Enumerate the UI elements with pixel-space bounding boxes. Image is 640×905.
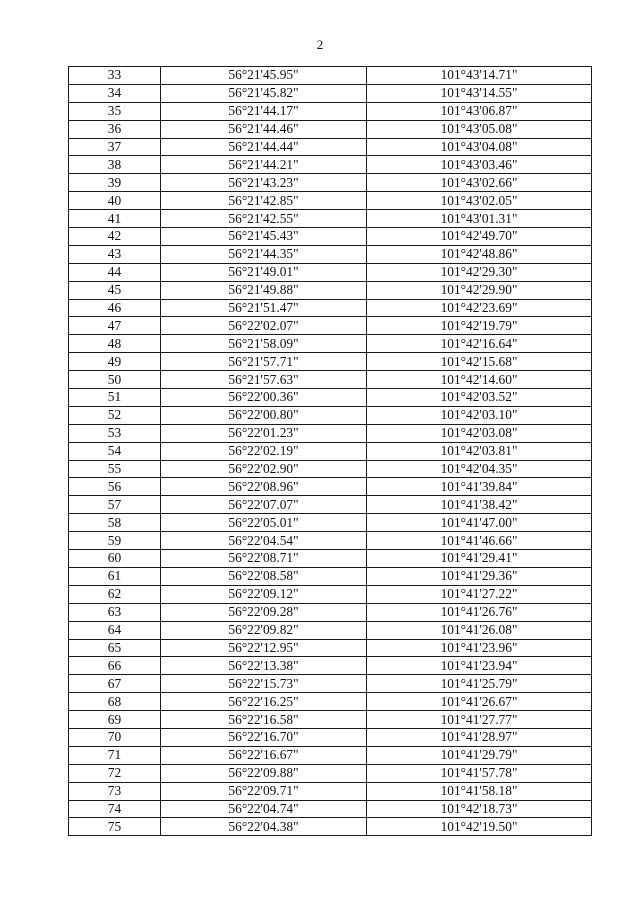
latitude-cell: 56°22'02.90" bbox=[161, 460, 367, 478]
latitude-cell: 56°21'42.55" bbox=[161, 210, 367, 228]
longitude-cell: 101°42'23.69" bbox=[367, 299, 592, 317]
table-row bbox=[69, 228, 592, 246]
latitude-cell: 56°22'16.70" bbox=[161, 728, 367, 746]
longitude-cell: 101°42'03.10" bbox=[367, 406, 592, 424]
longitude-cell: 101°42'19.50" bbox=[367, 818, 592, 836]
point-number-cell: 68 bbox=[69, 693, 161, 711]
point-number-cell: 64 bbox=[69, 621, 161, 639]
longitude-cell: 101°43'05.08" bbox=[367, 120, 592, 138]
point-number-cell: 62 bbox=[69, 585, 161, 603]
latitude-cell: 56°22'09.71" bbox=[161, 782, 367, 800]
table-row bbox=[69, 84, 592, 102]
latitude-cell: 56°22'09.82" bbox=[161, 621, 367, 639]
longitude-cell: 101°42'03.81" bbox=[367, 442, 592, 460]
point-number-cell: 48 bbox=[69, 335, 161, 353]
latitude-cell: 56°22'09.28" bbox=[161, 603, 367, 621]
latitude-cell: 56°22'09.88" bbox=[161, 764, 367, 782]
table-row bbox=[69, 657, 592, 675]
point-number-cell: 71 bbox=[69, 746, 161, 764]
point-number-cell: 58 bbox=[69, 514, 161, 532]
point-number-cell: 65 bbox=[69, 639, 161, 657]
table-row bbox=[69, 210, 592, 228]
longitude-cell: 101°42'04.35" bbox=[367, 460, 592, 478]
table-row bbox=[69, 639, 592, 657]
point-number-cell: 55 bbox=[69, 460, 161, 478]
longitude-cell: 101°42'18.73" bbox=[367, 800, 592, 818]
longitude-cell: 101°41'28.97" bbox=[367, 728, 592, 746]
latitude-cell: 56°22'08.71" bbox=[161, 550, 367, 568]
table-row bbox=[69, 406, 592, 424]
latitude-cell: 56°22'16.67" bbox=[161, 746, 367, 764]
longitude-cell: 101°42'48.86" bbox=[367, 245, 592, 263]
latitude-cell: 56°21'51.47" bbox=[161, 299, 367, 317]
latitude-cell: 56°21'44.21" bbox=[161, 156, 367, 174]
table-row bbox=[69, 782, 592, 800]
point-number-cell: 47 bbox=[69, 317, 161, 335]
point-number-cell: 41 bbox=[69, 210, 161, 228]
longitude-cell: 101°42'03.08" bbox=[367, 424, 592, 442]
longitude-cell: 101°42'19.79" bbox=[367, 317, 592, 335]
latitude-cell: 56°22'12.95" bbox=[161, 639, 367, 657]
longitude-cell: 101°41'25.79" bbox=[367, 675, 592, 693]
latitude-cell: 56°22'04.38" bbox=[161, 818, 367, 836]
latitude-cell: 56°22'01.23" bbox=[161, 424, 367, 442]
point-number-cell: 59 bbox=[69, 532, 161, 550]
table-row bbox=[69, 567, 592, 585]
table-row bbox=[69, 514, 592, 532]
point-number-cell: 43 bbox=[69, 245, 161, 263]
point-number-cell: 37 bbox=[69, 138, 161, 156]
table-row bbox=[69, 174, 592, 192]
point-number-cell: 61 bbox=[69, 567, 161, 585]
table-row bbox=[69, 728, 592, 746]
longitude-cell: 101°42'29.30" bbox=[367, 263, 592, 281]
table-row bbox=[69, 478, 592, 496]
point-number-cell: 74 bbox=[69, 800, 161, 818]
longitude-cell: 101°41'46.66" bbox=[367, 532, 592, 550]
point-number-cell: 45 bbox=[69, 281, 161, 299]
table-row bbox=[69, 335, 592, 353]
latitude-cell: 56°21'44.35" bbox=[161, 245, 367, 263]
point-number-cell: 75 bbox=[69, 818, 161, 836]
coordinates-table-body bbox=[69, 67, 592, 836]
table-row bbox=[69, 317, 592, 335]
point-number-cell: 67 bbox=[69, 675, 161, 693]
latitude-cell: 56°22'00.36" bbox=[161, 389, 367, 407]
point-number-cell: 35 bbox=[69, 102, 161, 120]
latitude-cell: 56°22'13.38" bbox=[161, 657, 367, 675]
point-number-cell: 72 bbox=[69, 764, 161, 782]
longitude-cell: 101°43'14.71" bbox=[367, 67, 592, 85]
longitude-cell: 101°43'06.87" bbox=[367, 102, 592, 120]
table-row bbox=[69, 192, 592, 210]
point-number-cell: 73 bbox=[69, 782, 161, 800]
point-number-cell: 52 bbox=[69, 406, 161, 424]
latitude-cell: 56°21'49.01" bbox=[161, 263, 367, 281]
table-row bbox=[69, 138, 592, 156]
latitude-cell: 56°22'09.12" bbox=[161, 585, 367, 603]
longitude-cell: 101°42'16.64" bbox=[367, 335, 592, 353]
table-row bbox=[69, 389, 592, 407]
latitude-cell: 56°22'08.96" bbox=[161, 478, 367, 496]
latitude-cell: 56°22'16.25" bbox=[161, 693, 367, 711]
point-number-cell: 70 bbox=[69, 728, 161, 746]
latitude-cell: 56°22'02.19" bbox=[161, 442, 367, 460]
longitude-cell: 101°41'39.84" bbox=[367, 478, 592, 496]
table-row bbox=[69, 550, 592, 568]
table-row bbox=[69, 245, 592, 263]
coordinates-table bbox=[68, 66, 592, 836]
table-row bbox=[69, 621, 592, 639]
longitude-cell: 101°43'02.66" bbox=[367, 174, 592, 192]
latitude-cell: 56°21'43.23" bbox=[161, 174, 367, 192]
latitude-cell: 56°21'45.43" bbox=[161, 228, 367, 246]
point-number-cell: 69 bbox=[69, 711, 161, 729]
longitude-cell: 101°42'29.90" bbox=[367, 281, 592, 299]
table-row bbox=[69, 353, 592, 371]
latitude-cell: 56°22'00.80" bbox=[161, 406, 367, 424]
table-row bbox=[69, 281, 592, 299]
latitude-cell: 56°21'49.88" bbox=[161, 281, 367, 299]
latitude-cell: 56°22'04.54" bbox=[161, 532, 367, 550]
longitude-cell: 101°42'03.52" bbox=[367, 389, 592, 407]
point-number-cell: 51 bbox=[69, 389, 161, 407]
point-number-cell: 39 bbox=[69, 174, 161, 192]
longitude-cell: 101°41'23.96" bbox=[367, 639, 592, 657]
longitude-cell: 101°41'57.78" bbox=[367, 764, 592, 782]
page-number: 2 bbox=[316, 37, 324, 52]
longitude-cell: 101°43'02.05" bbox=[367, 192, 592, 210]
table-row bbox=[69, 496, 592, 514]
point-number-cell: 40 bbox=[69, 192, 161, 210]
table-row bbox=[69, 711, 592, 729]
point-number-cell: 33 bbox=[69, 67, 161, 85]
point-number-cell: 57 bbox=[69, 496, 161, 514]
table-row bbox=[69, 67, 592, 85]
longitude-cell: 101°43'04.08" bbox=[367, 138, 592, 156]
longitude-cell: 101°41'29.41" bbox=[367, 550, 592, 568]
latitude-cell: 56°21'57.71" bbox=[161, 353, 367, 371]
table-row bbox=[69, 371, 592, 389]
longitude-cell: 101°42'14.60" bbox=[367, 371, 592, 389]
point-number-cell: 46 bbox=[69, 299, 161, 317]
latitude-cell: 56°22'07.07" bbox=[161, 496, 367, 514]
table-row bbox=[69, 424, 592, 442]
point-number-cell: 34 bbox=[69, 84, 161, 102]
point-number-cell: 56 bbox=[69, 478, 161, 496]
latitude-cell: 56°21'57.63" bbox=[161, 371, 367, 389]
longitude-cell: 101°43'01.31" bbox=[367, 210, 592, 228]
latitude-cell: 56°22'08.58" bbox=[161, 567, 367, 585]
point-number-cell: 44 bbox=[69, 263, 161, 281]
table-row bbox=[69, 460, 592, 478]
point-number-cell: 63 bbox=[69, 603, 161, 621]
point-number-cell: 36 bbox=[69, 120, 161, 138]
point-number-cell: 54 bbox=[69, 442, 161, 460]
point-number-cell: 42 bbox=[69, 228, 161, 246]
point-number-cell: 49 bbox=[69, 353, 161, 371]
longitude-cell: 101°41'26.76" bbox=[367, 603, 592, 621]
longitude-cell: 101°41'27.22" bbox=[367, 585, 592, 603]
table-row bbox=[69, 675, 592, 693]
longitude-cell: 101°41'27.77" bbox=[367, 711, 592, 729]
latitude-cell: 56°21'42.85" bbox=[161, 192, 367, 210]
latitude-cell: 56°21'44.46" bbox=[161, 120, 367, 138]
table-row bbox=[69, 693, 592, 711]
longitude-cell: 101°43'14.55" bbox=[367, 84, 592, 102]
longitude-cell: 101°41'26.08" bbox=[367, 621, 592, 639]
table-row bbox=[69, 102, 592, 120]
longitude-cell: 101°42'49.70" bbox=[367, 228, 592, 246]
table-row bbox=[69, 764, 592, 782]
table-row bbox=[69, 156, 592, 174]
point-number-cell: 66 bbox=[69, 657, 161, 675]
latitude-cell: 56°21'58.09" bbox=[161, 335, 367, 353]
longitude-cell: 101°41'29.36" bbox=[367, 567, 592, 585]
point-number-cell: 53 bbox=[69, 424, 161, 442]
point-number-cell: 60 bbox=[69, 550, 161, 568]
table-row bbox=[69, 585, 592, 603]
latitude-cell: 56°21'45.82" bbox=[161, 84, 367, 102]
table-row bbox=[69, 818, 592, 836]
latitude-cell: 56°21'44.44" bbox=[161, 138, 367, 156]
table-row bbox=[69, 299, 592, 317]
table-row bbox=[69, 746, 592, 764]
point-number-cell: 50 bbox=[69, 371, 161, 389]
latitude-cell: 56°22'05.01" bbox=[161, 514, 367, 532]
table-row bbox=[69, 442, 592, 460]
latitude-cell: 56°22'16.58" bbox=[161, 711, 367, 729]
table-row bbox=[69, 120, 592, 138]
latitude-cell: 56°21'45.95" bbox=[161, 67, 367, 85]
table-row bbox=[69, 603, 592, 621]
longitude-cell: 101°41'26.67" bbox=[367, 693, 592, 711]
table-row bbox=[69, 800, 592, 818]
longitude-cell: 101°41'58.18" bbox=[367, 782, 592, 800]
longitude-cell: 101°41'47.00" bbox=[367, 514, 592, 532]
longitude-cell: 101°42'15.68" bbox=[367, 353, 592, 371]
latitude-cell: 56°22'04.74" bbox=[161, 800, 367, 818]
longitude-cell: 101°43'03.46" bbox=[367, 156, 592, 174]
table-row bbox=[69, 532, 592, 550]
longitude-cell: 101°41'38.42" bbox=[367, 496, 592, 514]
latitude-cell: 56°22'15.73" bbox=[161, 675, 367, 693]
longitude-cell: 101°41'29.79" bbox=[367, 746, 592, 764]
longitude-cell: 101°41'23.94" bbox=[367, 657, 592, 675]
table-row bbox=[69, 263, 592, 281]
point-number-cell: 38 bbox=[69, 156, 161, 174]
latitude-cell: 56°21'44.17" bbox=[161, 102, 367, 120]
latitude-cell: 56°22'02.07" bbox=[161, 317, 367, 335]
